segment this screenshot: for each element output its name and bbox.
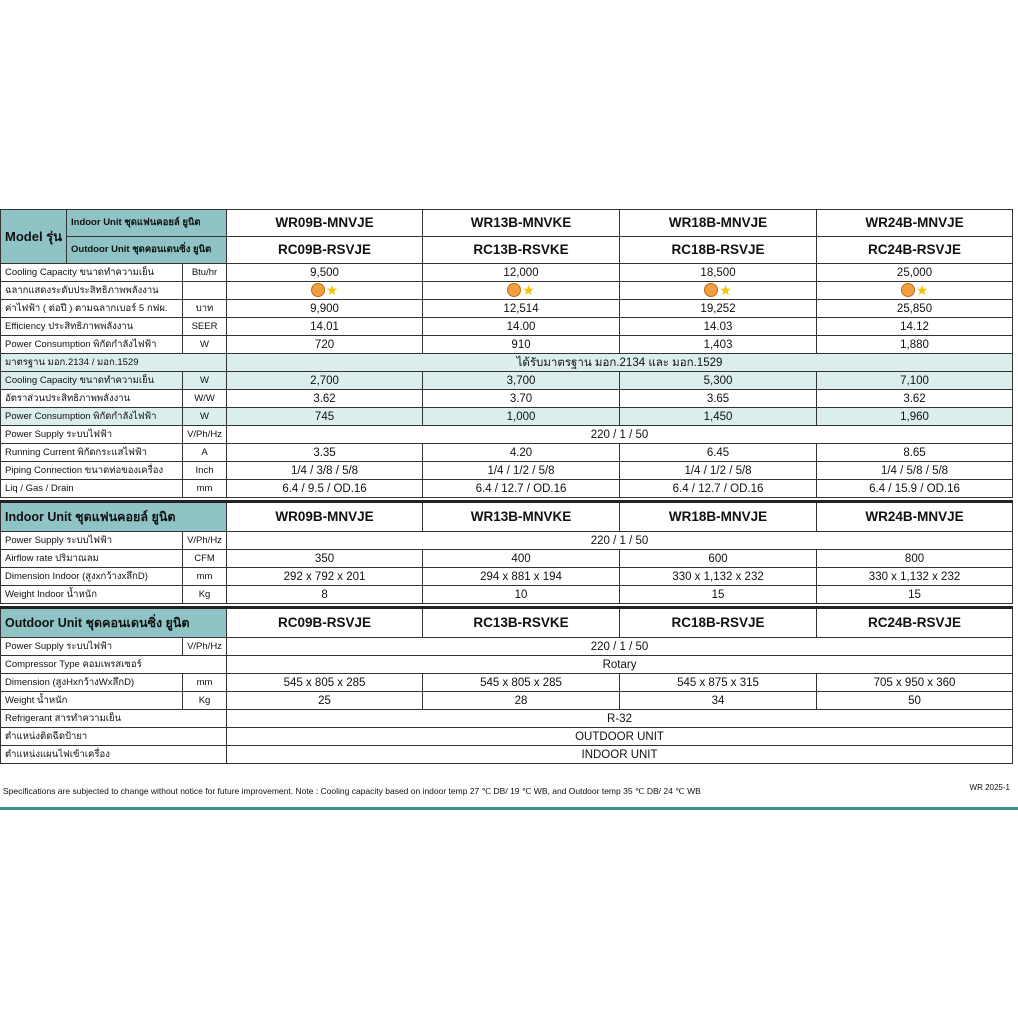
value-cell: 14.01	[227, 318, 423, 336]
value-cell: 2,700	[227, 372, 423, 390]
value-cell: 800	[817, 550, 1013, 568]
row-label: Power Supply ระบบไฟฟ้า	[1, 426, 183, 444]
row-label: ตำแหน่งแผนไฟเข้าเครื่อง	[1, 746, 227, 764]
value-cell: 3.65	[620, 390, 817, 408]
value-cell: 25,850	[817, 300, 1013, 318]
value-cell: 34	[620, 692, 817, 710]
indoor-model-name: WR13B-MNVKE	[423, 502, 620, 532]
value-cell: 1,000	[423, 408, 620, 426]
value-cell: 4.20	[423, 444, 620, 462]
value-cell: 14.12	[817, 318, 1013, 336]
value-cell: 14.03	[620, 318, 817, 336]
merged-value-cell: 220 / 1 / 50	[227, 638, 1013, 656]
value-cell: 6.4 / 15.9 / OD.16	[817, 480, 1013, 498]
value-cell: 9,900	[227, 300, 423, 318]
row-unit: CFM	[183, 550, 227, 568]
value-cell: 3,700	[423, 372, 620, 390]
value-cell: 3.62	[227, 390, 423, 408]
row-label: Refrigerant สารทำความเย็น	[1, 710, 227, 728]
energy-badge-icon	[704, 283, 718, 297]
indoor-model-name: WR24B-MNVJE	[817, 210, 1013, 237]
row-unit: Kg	[183, 692, 227, 710]
outdoor-model-name: RC18B-RSVJE	[620, 237, 817, 264]
outdoor-model-name: RC13B-RSVKE	[423, 237, 620, 264]
energy-label-cell	[423, 282, 620, 300]
row-unit: W	[183, 336, 227, 354]
spec-row	[1, 746, 1013, 764]
row-unit: Inch	[183, 462, 227, 480]
outdoor-model-name: RC13B-RSVKE	[423, 608, 620, 638]
row-label: ค่าไฟฟ้า ( ต่อปี ) ตามฉลากเบอร์ 5 กฟผ.	[1, 300, 183, 318]
star-icon: ★	[522, 282, 535, 299]
outdoor-model-name: RC24B-RSVJE	[817, 608, 1013, 638]
value-cell: 330 x 1,132 x 232	[817, 568, 1013, 586]
indoor-model-name: WR18B-MNVJE	[620, 210, 817, 237]
row-unit: W	[183, 372, 227, 390]
energy-label-cell	[227, 282, 423, 300]
row-label: Liq / Gas / Drain	[1, 480, 183, 498]
row-label: Cooling Capacity ขนาดทำความเย็น	[1, 372, 183, 390]
value-cell: 294 x 881 x 194	[423, 568, 620, 586]
value-cell: 400	[423, 550, 620, 568]
indoor-unit-label: Indoor Unit ชุดแฟนคอยล์ ยูนิต	[67, 210, 227, 237]
row-unit: W/W	[183, 390, 227, 408]
value-cell: 545 x 805 x 285	[423, 674, 620, 692]
model-header-row	[1, 210, 1013, 237]
merged-value-cell: R-32	[227, 710, 1013, 728]
row-unit	[183, 282, 227, 300]
value-cell: 600	[620, 550, 817, 568]
value-cell: 12,000	[423, 264, 620, 282]
row-unit: W	[183, 408, 227, 426]
row-unit: mm	[183, 568, 227, 586]
row-unit: V/Ph/Hz	[183, 638, 227, 656]
value-cell: 6.45	[620, 444, 817, 462]
spec-row	[1, 408, 1013, 426]
row-label: Weight Indoor น้ำหนัก	[1, 586, 183, 604]
value-cell: 9,500	[227, 264, 423, 282]
value-cell: 720	[227, 336, 423, 354]
value-cell: 3.62	[817, 390, 1013, 408]
value-cell: 545 x 805 x 285	[227, 674, 423, 692]
indoor-model-name: WR09B-MNVJE	[227, 502, 423, 532]
row-label: มาตรฐาน มอก.2134 / มอก.1529	[1, 354, 227, 372]
energy-label-icon	[507, 283, 535, 297]
spec-row	[1, 480, 1013, 498]
value-cell: 6.4 / 9.5 / OD.16	[227, 480, 423, 498]
row-label: Cooling Capacity ขนาดทำความเย็น	[1, 264, 183, 282]
merged-value-cell: ได้รับมาตรฐาน มอก.2134 และ มอก.1529	[227, 354, 1013, 372]
spec-row	[1, 336, 1013, 354]
spec-row	[1, 550, 1013, 568]
footnote: Specifications are subjected to change without notice for future improvement. Note : Cooling capacity based on indoor temp 27 ℃ DB/ 19 ℃ WB, and Outdoor temp 35 ℃ DB/ 24 ℃ WB	[3, 786, 701, 796]
merged-value-cell: Rotary	[227, 656, 1013, 674]
value-cell: 50	[817, 692, 1013, 710]
row-label: Piping Connection ขนาดท่อของเครื่อง	[1, 462, 183, 480]
value-cell: 5,300	[620, 372, 817, 390]
spec-row	[1, 426, 1013, 444]
row-label: Power Consumption พิกัดกำลังไฟฟ้า	[1, 336, 183, 354]
row-unit: V/Ph/Hz	[183, 426, 227, 444]
value-cell: 1/4 / 1/2 / 5/8	[423, 462, 620, 480]
energy-label-icon	[704, 283, 732, 297]
row-label: อัตราส่วนประสิทธิภาพพลังงาน	[1, 390, 183, 408]
spec-row	[1, 692, 1013, 710]
value-cell: 3.70	[423, 390, 620, 408]
outdoor-unit-label: Outdoor Unit ชุดคอนเดนซิ่ง ยูนิต	[67, 237, 227, 264]
value-cell: 545 x 875 x 315	[620, 674, 817, 692]
value-cell: 350	[227, 550, 423, 568]
indoor-section-header	[1, 502, 1013, 532]
row-label: ตำแหน่งติดฉีดป้ายา	[1, 728, 227, 746]
bottom-rule	[0, 807, 1018, 810]
value-cell: 1,450	[620, 408, 817, 426]
spec-row	[1, 586, 1013, 604]
row-label: Power Supply ระบบไฟฟ้า	[1, 638, 183, 656]
energy-label-icon	[311, 283, 339, 297]
indoor-model-name: WR24B-MNVJE	[817, 502, 1013, 532]
row-unit: mm	[183, 674, 227, 692]
value-cell: 25	[227, 692, 423, 710]
row-label: Power Supply ระบบไฟฟ้า	[1, 532, 183, 550]
standard-row	[1, 354, 1013, 372]
spec-row	[1, 568, 1013, 586]
value-cell: 28	[423, 692, 620, 710]
star-icon: ★	[719, 282, 732, 299]
energy-badge-icon	[311, 283, 325, 297]
spec-row	[1, 264, 1013, 282]
indoor-model-name: WR13B-MNVKE	[423, 210, 620, 237]
value-cell: 292 x 792 x 201	[227, 568, 423, 586]
row-unit: V/Ph/Hz	[183, 532, 227, 550]
spec-row	[1, 390, 1013, 408]
value-cell: 330 x 1,132 x 232	[620, 568, 817, 586]
spec-row	[1, 282, 1013, 300]
spec-row	[1, 638, 1013, 656]
row-label: ฉลากแสดงระดับประสิทธิภาพพลังงาน	[1, 282, 183, 300]
row-label: Running Current พิกัดกระแสไฟฟ้า	[1, 444, 183, 462]
spec-row	[1, 728, 1013, 746]
merged-value-cell: 220 / 1 / 50	[227, 532, 1013, 550]
value-cell: 1/4 / 1/2 / 5/8	[620, 462, 817, 480]
indoor-model-name: WR09B-MNVJE	[227, 210, 423, 237]
value-cell: 1/4 / 3/8 / 5/8	[227, 462, 423, 480]
value-cell: 705 x 950 x 360	[817, 674, 1013, 692]
value-cell: 8.65	[817, 444, 1013, 462]
spec-row	[1, 462, 1013, 480]
row-label: Weight น้ำหนัก	[1, 692, 183, 710]
value-cell: 1/4 / 5/8 / 5/8	[817, 462, 1013, 480]
indoor-model-name: WR18B-MNVJE	[620, 502, 817, 532]
value-cell: 14.00	[423, 318, 620, 336]
row-label: Compressor Type คอมเพรสเซอร์	[1, 656, 227, 674]
value-cell: 1,880	[817, 336, 1013, 354]
energy-label-icon	[901, 283, 929, 297]
row-unit: SEER	[183, 318, 227, 336]
model-label: Model รุ่น	[1, 210, 67, 264]
spec-row	[1, 444, 1013, 462]
row-unit: mm	[183, 480, 227, 498]
value-cell: 19,252	[620, 300, 817, 318]
value-cell: 15	[620, 586, 817, 604]
row-label: Power Consumption พิกัดกำลังไฟฟ้า	[1, 408, 183, 426]
star-icon: ★	[325, 282, 339, 299]
value-cell: 3.35	[227, 444, 423, 462]
merged-value-cell: OUTDOOR UNIT	[227, 728, 1013, 746]
spec-table	[0, 209, 1013, 764]
row-label: Dimension (สูงHxกว้างWxลึกD)	[1, 674, 183, 692]
row-label: Airflow rate ปริมาณลม	[1, 550, 183, 568]
spec-row	[1, 656, 1013, 674]
outdoor-model-name: RC09B-RSVJE	[227, 237, 423, 264]
value-cell: 18,500	[620, 264, 817, 282]
value-cell: 7,100	[817, 372, 1013, 390]
spec-row	[1, 710, 1013, 728]
value-cell: 12,514	[423, 300, 620, 318]
spec-table-body	[1, 210, 1013, 764]
spec-row	[1, 532, 1013, 550]
value-cell: 910	[423, 336, 620, 354]
row-unit: Kg	[183, 586, 227, 604]
row-unit: Btu/hr	[183, 264, 227, 282]
value-cell: 15	[817, 586, 1013, 604]
spec-row	[1, 300, 1013, 318]
outdoor-model-name: RC24B-RSVJE	[817, 237, 1013, 264]
value-cell: 1,403	[620, 336, 817, 354]
model-header-row	[1, 237, 1013, 264]
value-cell: 10	[423, 586, 620, 604]
energy-label-cell	[620, 282, 817, 300]
indoor-section-title: Indoor Unit ชุดแฟนคอยล์ ยูนิต	[1, 502, 227, 532]
row-unit: บาท	[183, 300, 227, 318]
merged-value-cell: 220 / 1 / 50	[227, 426, 1013, 444]
spec-row	[1, 674, 1013, 692]
row-label: Dimension Indoor (สูงxกว้างxลึกD)	[1, 568, 183, 586]
value-cell: 25,000	[817, 264, 1013, 282]
row-label: Efficiency ประสิทธิภาพพลังงาน	[1, 318, 183, 336]
energy-label-cell	[817, 282, 1013, 300]
row-unit: A	[183, 444, 227, 462]
energy-badge-icon	[901, 283, 915, 297]
value-cell: 745	[227, 408, 423, 426]
spec-sheet	[0, 209, 1012, 764]
outdoor-section-title: Outdoor Unit ชุดคอนเดนซิ่ง ยูนิต	[1, 608, 227, 638]
merged-value-cell: INDOOR UNIT	[227, 746, 1013, 764]
outdoor-model-name: RC09B-RSVJE	[227, 608, 423, 638]
value-cell: 1,960	[817, 408, 1013, 426]
outdoor-section-header	[1, 608, 1013, 638]
energy-badge-icon	[507, 283, 521, 297]
spec-row	[1, 372, 1013, 390]
spec-row	[1, 318, 1013, 336]
document-id: WR 2025-1	[969, 783, 1010, 792]
value-cell: 6.4 / 12.7 / OD.16	[423, 480, 620, 498]
star-icon: ★	[915, 282, 929, 299]
value-cell: 8	[227, 586, 423, 604]
outdoor-model-name: RC18B-RSVJE	[620, 608, 817, 638]
value-cell: 6.4 / 12.7 / OD.16	[620, 480, 817, 498]
